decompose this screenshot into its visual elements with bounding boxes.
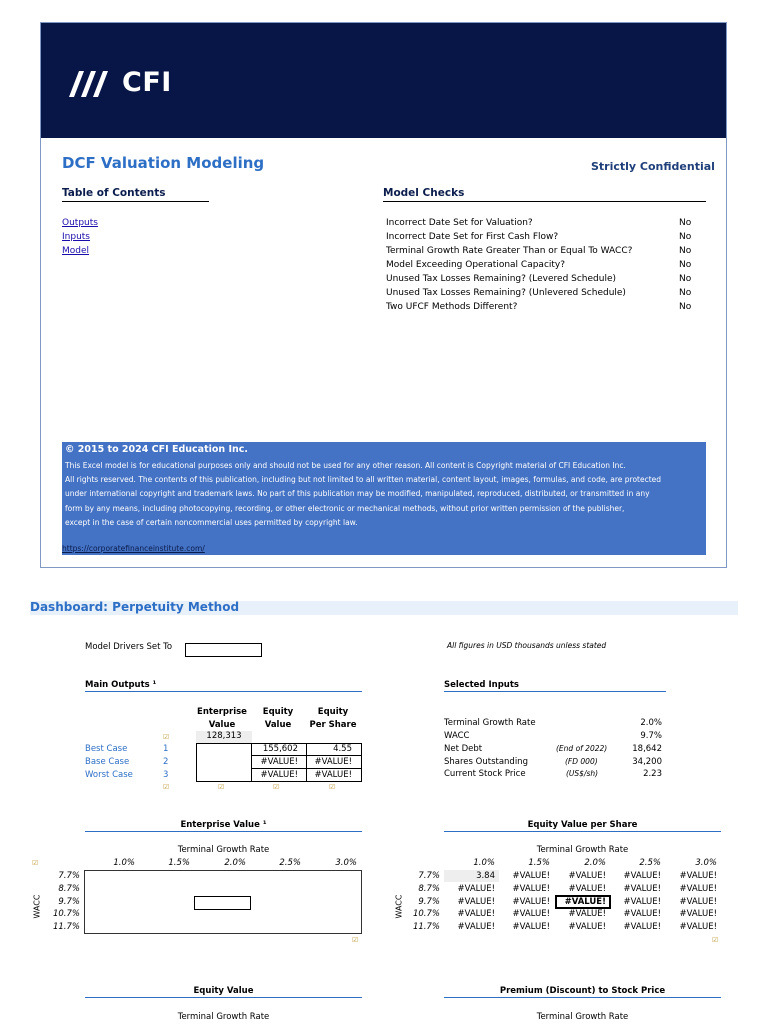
grid-cell: #VALUE! [568, 922, 606, 932]
grid-cell: 3.84 [476, 871, 495, 881]
grid-cell: #VALUE! [512, 909, 550, 919]
copyright-line: except in the case of certain noncommercial uses permitted by copyright law. [65, 517, 358, 527]
copyright-line: This Excel model is for educational purposes only and should not be used for any other reason. All content is Copyright material of CFI Education Inc. [65, 461, 626, 470]
check-label: Incorrect Date Set for First Cash Flow? [386, 232, 559, 242]
input-note: (US$/sh) [566, 769, 599, 778]
input-label: Shares Outstanding [444, 757, 528, 767]
cover-page [40, 22, 727, 568]
wacc-row-label: 10.7% [412, 909, 440, 919]
growth-header: 1.5% [528, 858, 550, 868]
check-icon: ☑ [32, 859, 39, 867]
grid-cell: #VALUE! [568, 909, 606, 919]
grid-cell: #VALUE! [623, 922, 661, 932]
copyright-line: All rights reserved. The contents of this publication, including but not limited to all written material, content layout, images, formulas, and code, are protected [65, 475, 662, 485]
check-icon: ☑ [163, 733, 170, 741]
col-header-line: Per Share [309, 720, 357, 730]
eps-table-subtitle: Terminal Growth Rate [536, 845, 629, 855]
wacc-row-label: 11.7% [412, 922, 440, 932]
wacc-row-label: 8.7% [58, 884, 80, 894]
grid-cell: #VALUE! [623, 897, 661, 907]
grid-cell: #VALUE! [623, 909, 661, 919]
case-equity: #VALUE! [260, 770, 298, 780]
grid-cell: #VALUE! [679, 897, 717, 907]
input-value: 2.23 [643, 769, 662, 779]
case-row-divider [252, 755, 362, 756]
grid-cell: #VALUE! [623, 871, 661, 881]
grid-cell: #VALUE! [623, 884, 661, 894]
check-icon: ☑ [712, 936, 719, 944]
grid-cell: #VALUE! [512, 884, 550, 894]
copyright-notice [62, 442, 706, 555]
case-eps: #VALUE! [314, 757, 352, 767]
growth-header: 1.0% [473, 858, 495, 868]
check-value: No [679, 232, 692, 242]
col-header-eps [304, 706, 362, 732]
check-value: No [679, 260, 692, 270]
case-name: Best Case [85, 744, 128, 754]
check-icon: ☑ [218, 783, 225, 791]
equity-value-subtitle: Terminal Growth Rate [177, 1012, 270, 1022]
check-value: No [679, 274, 692, 284]
wacc-row-label: 11.7% [52, 922, 80, 932]
growth-header: 3.0% [335, 858, 357, 868]
grid-cell: #VALUE! [457, 909, 495, 919]
wacc-row-label: 7.7% [58, 871, 80, 881]
toc-link-model[interactable]: Model [62, 246, 90, 256]
check-label: Unused Tax Losses Remaining? (Levered Schedule) [386, 274, 617, 284]
brand-name: CFI [122, 67, 172, 98]
input-value: 2.0% [640, 718, 662, 728]
main-outputs-divider [85, 691, 362, 692]
grid-cell: #VALUE! [679, 871, 717, 881]
check-label: Unused Tax Losses Remaining? (Unlevered Schedule) [386, 288, 626, 298]
wacc-row-label: 9.7% [418, 897, 440, 907]
wacc-row-label: 9.7% [58, 897, 80, 907]
col-header-line: Equity [262, 707, 294, 717]
figures-note: All figures in USD thousands unless stated [447, 641, 607, 650]
check-icon: ☑ [329, 783, 336, 791]
case-equity: #VALUE! [260, 757, 298, 767]
check-value: No [679, 218, 692, 228]
grid-cell: #VALUE! [568, 884, 606, 894]
check-icon: ☑ [273, 783, 280, 791]
input-value: 34,200 [632, 757, 662, 767]
growth-header: 1.5% [168, 858, 190, 868]
ev-table-subtitle: Terminal Growth Rate [177, 845, 270, 855]
grid-cell: #VALUE! [679, 909, 717, 919]
website-link[interactable]: https://corporatefinanceinstitute.com/ [62, 544, 205, 553]
copyright-line: under international copyright and trademark laws. No part of this publication may be modified, manipulated, reproduced, distributed, or transmitted in any [65, 489, 650, 499]
checks-title: Model Checks [383, 187, 465, 199]
ev-table-title: Enterprise Value ¹ [180, 820, 267, 830]
col-header-line: Value [264, 720, 292, 730]
ev-value: 128,313 [206, 731, 242, 741]
premium-subtitle: Terminal Growth Rate [536, 1012, 629, 1022]
grid-cell: #VALUE! [679, 922, 717, 932]
case-row-divider [252, 768, 362, 769]
premium-divider [444, 997, 721, 998]
selected-inputs-divider [444, 691, 666, 692]
grid-cell: #VALUE! [512, 922, 550, 932]
grid-cell: #VALUE! [512, 871, 550, 881]
check-label: Two UFCF Methods Different? [386, 302, 518, 312]
check-value: No [679, 302, 692, 312]
input-label: Net Debt [444, 744, 483, 754]
growth-header: 1.0% [113, 858, 135, 868]
cfi-logo [67, 67, 182, 103]
input-value: 9.7% [640, 731, 662, 741]
wacc-row-label: 8.7% [418, 884, 440, 894]
copyright-title: © 2015 to 2024 CFI Education Inc. [65, 444, 249, 455]
check-label: Incorrect Date Set for Valuation? [386, 218, 533, 228]
drivers-label: Model Drivers Set To [85, 642, 173, 652]
growth-header: 2.5% [279, 858, 301, 868]
eps-table-divider [444, 831, 721, 832]
case-equity: 155,602 [262, 744, 298, 754]
col-header-line: Equity [317, 707, 349, 717]
col-header-line: Enterprise [197, 707, 247, 717]
col-header-ev [190, 706, 254, 732]
growth-header: 2.0% [224, 858, 246, 868]
copyright-line: form by any means, including photocopying, recording, or other electronic or mechanical methods, without prior written permission of the publisher, [65, 503, 625, 513]
toc-link-inputs[interactable]: Inputs [62, 232, 90, 242]
grid-cell: #VALUE! [512, 897, 550, 907]
col-header-line: Value [208, 720, 236, 730]
eps-table-title: Equity Value per Share [527, 820, 638, 830]
toc-title: Table of Contents [62, 187, 166, 199]
case-name: Worst Case [85, 770, 133, 780]
copyright-text [65, 459, 707, 530]
check-label: Terminal Growth Rate Greater Than or Equal To WACC? [386, 246, 633, 256]
input-note: (FD 000) [565, 757, 598, 766]
input-value: 18,642 [632, 744, 662, 754]
equity-value-divider [85, 997, 362, 998]
growth-header: 2.5% [639, 858, 661, 868]
eps-wacc-label: WACC [394, 894, 404, 919]
confidential-label: Strictly Confidential [591, 160, 715, 173]
toc-link-outputs[interactable]: Outputs [62, 218, 98, 228]
grid-cell: #VALUE! [564, 897, 606, 907]
case-number: 3 [163, 770, 169, 780]
growth-header: 2.0% [584, 858, 606, 868]
case-eps: 4.55 [333, 744, 352, 754]
case-name: Base Case [85, 757, 130, 767]
check-icon: ☑ [352, 936, 359, 944]
ev-base-cell [194, 896, 251, 910]
input-label: Terminal Growth Rate [444, 718, 536, 728]
main-outputs-title: Main Outputs ¹ [85, 680, 157, 690]
check-value: No [679, 288, 692, 298]
ev-wacc-label: WACC [32, 894, 42, 919]
grid-cell: #VALUE! [457, 922, 495, 932]
header-banner [41, 23, 726, 138]
input-note: (End of 2022) [556, 744, 608, 753]
selected-inputs-title: Selected Inputs [444, 680, 519, 690]
col-header-equity [254, 706, 302, 732]
toc-divider [62, 201, 209, 202]
premium-title: Premium (Discount) to Stock Price [499, 986, 666, 996]
growth-header: 3.0% [695, 858, 717, 868]
check-label: Model Exceeding Operational Capacity? [386, 260, 566, 270]
input-label: Current Stock Price [444, 769, 526, 779]
grid-cell: #VALUE! [457, 897, 495, 907]
input-label: WACC [444, 731, 470, 741]
checks-divider [383, 201, 706, 202]
case-number: 2 [163, 757, 169, 767]
grid-cell: #VALUE! [568, 871, 606, 881]
ev-case-box [196, 743, 252, 782]
equity-value-title: Equity Value [193, 986, 254, 996]
wacc-row-label: 7.7% [418, 871, 440, 881]
check-icon: ☑ [163, 783, 170, 791]
page-title: DCF Valuation Modeling [62, 154, 265, 172]
case-eps: #VALUE! [314, 770, 352, 780]
drivers-input[interactable] [185, 643, 262, 657]
case-number: 1 [163, 744, 169, 754]
ev-table-divider [85, 831, 362, 832]
dashboard-title: Dashboard: Perpetuity Method [30, 600, 240, 614]
check-value: No [679, 246, 692, 256]
wacc-row-label: 10.7% [52, 909, 80, 919]
grid-cell: #VALUE! [457, 884, 495, 894]
grid-cell: #VALUE! [679, 884, 717, 894]
